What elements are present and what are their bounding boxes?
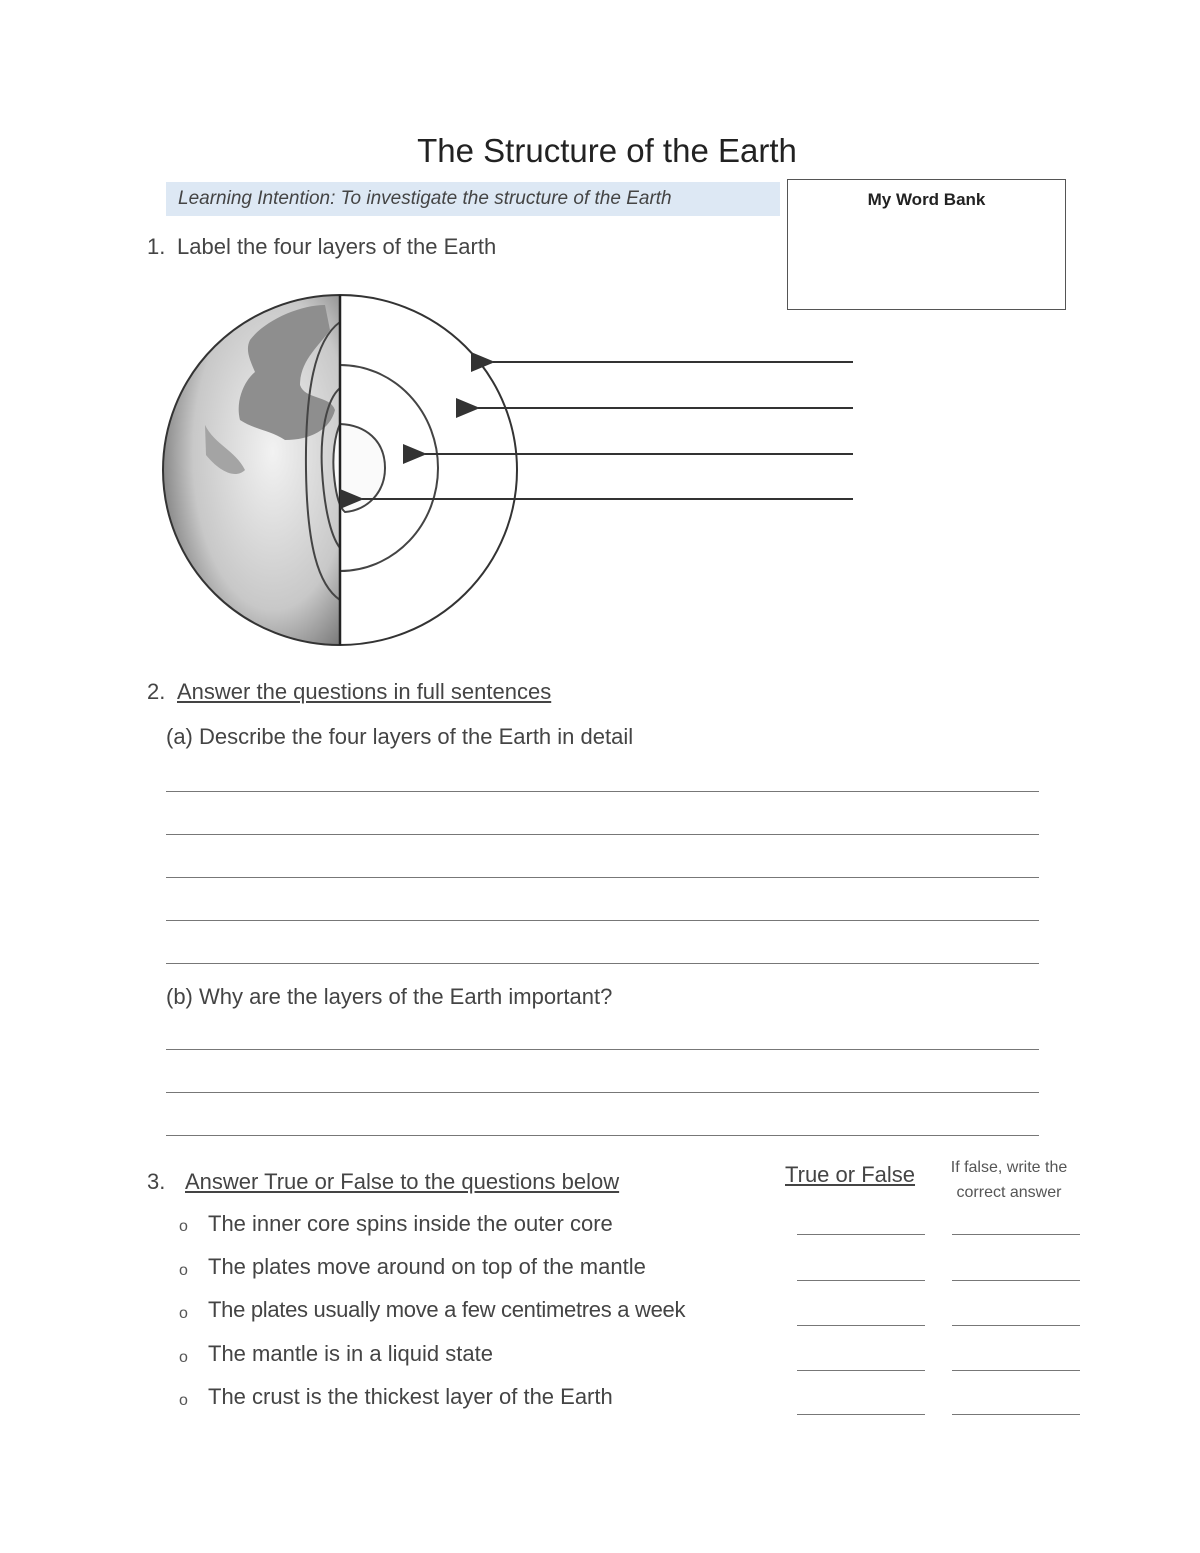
tf-statement: The mantle is in a liquid state (208, 1341, 493, 1366)
answer-line[interactable] (166, 963, 1039, 964)
bullet: o (179, 1218, 188, 1235)
bullet: o (179, 1262, 188, 1279)
answer-line[interactable] (166, 1092, 1039, 1093)
correct-answer-blank[interactable] (952, 1370, 1080, 1371)
correct-answer-blank[interactable] (952, 1325, 1080, 1326)
true-false-blank[interactable] (797, 1280, 925, 1281)
q3-number: 3. (147, 1169, 166, 1194)
word-bank-title: My Word Bank (867, 190, 986, 209)
true-false-blank[interactable] (797, 1414, 925, 1415)
column-header-correct-answer: If false, write the correct answer (950, 1159, 1068, 1201)
tf-statement: The plates usually move a few centimetres a week (208, 1297, 686, 1322)
tf-statement: The plates move around on top of the mantle (208, 1254, 646, 1279)
correct-answer-blank[interactable] (952, 1280, 1080, 1281)
answer-line[interactable] (166, 1135, 1039, 1136)
true-false-blank[interactable] (797, 1234, 925, 1235)
q2-text: Answer the questions in full sentences (177, 679, 552, 704)
correct-answer-blank[interactable] (952, 1234, 1080, 1235)
bullet: o (179, 1349, 188, 1366)
answer-line[interactable] (166, 877, 1039, 878)
answer-line[interactable] (166, 920, 1039, 921)
q2a-text: (a) Describe the four layers of the Earth in detail (166, 724, 634, 749)
bullet: o (179, 1305, 188, 1322)
column-header-true-false: True or False (785, 1162, 916, 1187)
tf-statement: The inner core spins inside the outer core (208, 1211, 613, 1236)
answer-line[interactable] (166, 834, 1039, 835)
page-title: The Structure of the Earth (417, 132, 797, 169)
q1-number: 1. (147, 234, 166, 259)
learning-intention: Learning Intention: To investigate the structure of the Earth (166, 182, 780, 216)
q2b-text: (b) Why are the layers of the Earth important? (166, 984, 613, 1009)
bullet: o (179, 1392, 188, 1409)
tf-statement: The crust is the thickest layer of the Earth (208, 1384, 613, 1409)
answer-line[interactable] (166, 1049, 1039, 1050)
q2-number: 2. (147, 679, 166, 704)
q3-text: Answer True or False to the questions below (185, 1169, 620, 1194)
answer-line[interactable] (166, 791, 1039, 792)
true-false-blank[interactable] (797, 1370, 925, 1371)
q1-text: Label the four layers of the Earth (177, 234, 497, 259)
correct-answer-blank[interactable] (952, 1414, 1080, 1415)
true-false-blank[interactable] (797, 1325, 925, 1326)
